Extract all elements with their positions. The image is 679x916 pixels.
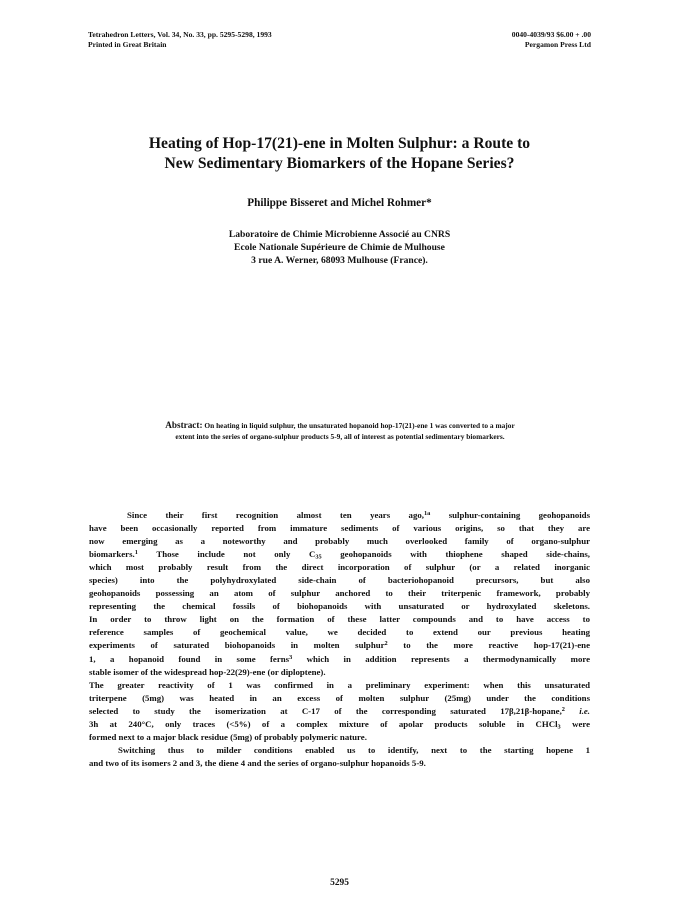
body-line: Since their first recognition almost ten years ago,$^{1a}$ sulphur-containing geohopanoids — [127, 510, 590, 520]
body-line: have been occasionally reported from immature sediments of various origins, so that they are — [89, 523, 590, 534]
title-line-1: Heating of Hop-17(21)-ene in Molten Sulphur: a Route to — [148, 135, 531, 152]
body-line: biomarkers.$^1$ Those include not only $C_{35}$ geohopanoids with thiophene shaped side-chains, — [89, 549, 590, 561]
body-line: stable isomer of the widespread hop-22(29)-ene (or diploptene). — [89, 666, 326, 677]
price-block — [512, 30, 591, 50]
affiliation-line-1: Laboratoire de Chimie Microbienne Associé au CNRS — [228, 229, 451, 240]
issn-price: 0040-4039/93 $6.00 + .00 — [511, 30, 591, 39]
abstract — [100, 420, 580, 442]
journal-citation: Tetrahedron Letters, Vol. 34, No. 33, pp. 5295-5298, 1993 — [88, 30, 272, 39]
body-line: 3h at 240°C, only traces (<5%) of a complex mixture of apolar products soluble in CHCl$_3$ were — [89, 718, 590, 731]
affiliation-line-2: Ecole Nationale Supérieure de Chimie de Mulhouse — [234, 242, 445, 253]
body-line: experiments of saturated biohopanoids in molten sulphur$^2$ to the more reactive hop-17(21)-ene — [89, 640, 590, 651]
body-line: triterpene (5mg) was heated in an excess of molten sulphur (25mg) under the conditions — [89, 692, 590, 703]
body-line: selected to study the isomerization at C-17 of the corresponding saturated 17β,21β-hopane,$^2$ i.e. — [89, 705, 590, 716]
title-line-2: New Sedimentary Biomarkers of the Hopane Series? — [164, 155, 515, 172]
affiliation — [60, 228, 619, 267]
body-line: formed next to a major black residue (5mg) of probably polymeric nature. — [89, 731, 367, 742]
body-line: 1, a hopanoid found in some ferns$^3$ which in addition represents a thermodynamically more — [89, 653, 590, 664]
body-line: reference samples of geochemical value, we decided to extend our previous heating — [89, 627, 590, 638]
body-line: Switching thus to milder conditions enabled us to identify, next to the starting hopene 1 — [118, 744, 590, 755]
printed-location: Printed in Great Britain — [88, 40, 167, 49]
author-list: Philippe Bisseret and Michel Rohmer* — [247, 197, 432, 209]
body-line: representing the chemical fossils of biohopanoids with unsaturated or hydroxylated skeletons. — [89, 601, 590, 612]
journal-citation-block — [88, 30, 272, 50]
publisher: Pergamon Press Ltd — [524, 40, 591, 49]
body-text — [89, 509, 590, 770]
body-line: In order to throw light on the formation of these latter compounds and to have access to — [89, 614, 590, 625]
body-line: The greater reactivity of 1 was confirmed in a preliminary experiment: when this unsaturated — [89, 679, 590, 690]
page-number: 5295 — [330, 878, 349, 888]
abstract-label: Abstract: — [165, 420, 203, 430]
abstract-line-1: On heating in liquid sulphur, the unsaturated hopanoid hop-17(21)-ene 1 was converted to a major — [204, 421, 515, 430]
affiliation-line-3: 3 rue A. Werner, 68093 Mulhouse (France). — [251, 255, 428, 266]
body-line: species) into the polyhydroxylated side-chain of bacteriohopanoid precursors, but also — [89, 575, 590, 586]
body-line: now emerging as a noteworthy and probably much overlooked family of organo-sulphur — [89, 536, 590, 547]
body-line: and two of its isomers 2 and 3, the diene 4 and the series of organo-sulphur hopanoids 5-9. — [89, 757, 426, 768]
paper-title — [60, 134, 619, 174]
body-line: which most probably result from the direct incorporation of sulphur (or a related inorganic — [89, 562, 590, 573]
abstract-line-2: extent into the series of organo-sulphur products 5-9, all of interest as potential sedimentary biomarkers. — [175, 431, 505, 441]
body-line: geohopanoids possessing an atom of sulphur anchored to their triterpenic framework, probably — [89, 588, 590, 599]
